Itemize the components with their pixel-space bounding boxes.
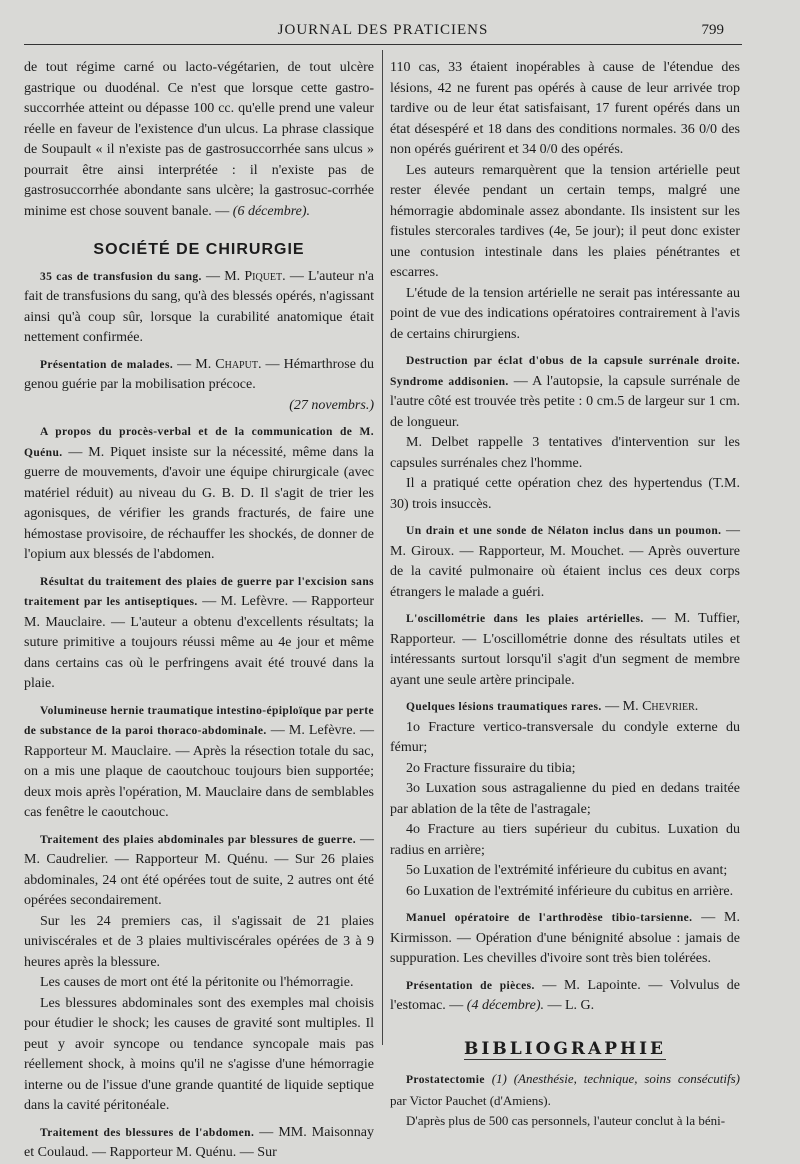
list-item: 3o Luxation sous astragalienne du pied en dedans traitée par ablation de la tête de l'astragale; xyxy=(390,781,740,817)
intro-text: de tout régime carné ou lacto-végétarien, de tout ulcère gastrique ou duodénal. Ce n'est que lorsque cette gastro-succorrhée atteint ou dépasse 100 cc. qu'elle prend une valeur réelle en faveur de l'existence d'un ulcus. La phrase classique de Soupault « il n'existe pas de gastrosuccorrhée sans ulcus » pourrait être ainsi interprétée : il n'existe pas de gastrosuccorrhée abondante sans ulcère; la gastrosuc-corrhée minime est chose souvent banale. — xyxy=(24,60,374,219)
entry-text: — M. Lefèvre. — Rapporteur M. Mauclaire. — L'auteur a obtenu d'excellents résultats; la suture primitive a toujours réussi même au 4e jour et même dans certains cas où le perfringens avait été trouvé dans la plaie. xyxy=(24,594,375,691)
right-column xyxy=(390,58,740,1132)
entry-transfusion xyxy=(24,267,374,349)
paragraph: Les auteurs remarquèrent que la tension artérielle peut rester élevée pendant un certain temps, malgré une hémorragie abdominale assez abondante. Ils insistent sur les fistules stercorales tardives (4e, 5e jour); il peut donc exister une contusion intestinale dans les plaies pénétrantes et escarres. xyxy=(390,162,740,280)
entry-plaies-abdominales xyxy=(24,830,374,912)
entry-note: (1) (Anesthésie, technique, soins consécutifs) xyxy=(491,1071,741,1086)
list-item: 5o Luxation de l'extrémité inférieure du cubitus en avant; xyxy=(406,863,728,878)
list-item: 6o Luxation de l'extrémité inférieure du cubitus en arrière. xyxy=(406,883,734,899)
entry-heading: Prostatectomie xyxy=(406,1074,485,1086)
entry-heading: Présentation de pièces. xyxy=(406,979,535,992)
paragraph: Les blessures abdominales sont des exemples mal choisis pour étudier le shock; les causes de gravité sont multiples. Il peut y avoir syncope ou tendance syncopale mais pas réellement shock, à moins qu'il ne s'agisse d'une hémorragie interne ou de l'issue d'une grande quantité de liquide septique dans la cavité péritonéale. xyxy=(24,995,374,1113)
paragraph: Sur les 24 premiers cas, il s'agissait de 21 plaies univiscérales et de 3 plaies multiviscérales opérées de 3 à 9 heures après la blessure. xyxy=(24,913,374,970)
entry-author: par Victor Pauchet (d'Amiens). xyxy=(390,1092,551,1108)
intro-date: (6 décembre). xyxy=(232,203,311,219)
paragraph: Il a pratiqué cette opération chez des hypertendus (T.M. 30) trois insuccès. xyxy=(390,476,740,512)
entry-text: — A l'autopsie, la capsule surrénale de l'autre côté est trouvée très petite : 0 cm.5 de largeur sur 1 cm. de longueur. xyxy=(390,373,740,430)
list-item: 4o Fracture au tiers supérieur du cubitus. Luxation du radius en arrière; xyxy=(390,822,740,858)
entry-blessures-abdomen xyxy=(24,1123,374,1164)
bibliography-title xyxy=(390,1039,740,1060)
entry-hernie xyxy=(24,701,374,824)
entry-author: — M. Chaput. xyxy=(177,356,262,372)
entry-date: (27 novembrs.) xyxy=(289,397,374,413)
paragraph: D'après plus de 500 cas personnels, l'auteur conclut à la béni- xyxy=(406,1113,726,1128)
entry-heading: Manuel opératoire de l'arthrodèse tibio-tarsienne. xyxy=(406,912,693,924)
entry-text: — L'auteur n'a fait de transfusions du sang, qu'à des blessés opérés, n'agissant ainsi qu'à coup sûr, lorsque la curabilité anatomique était nettement confirmée. xyxy=(24,268,375,345)
entry-heading: L'oscillométrie dans les plaies artérielles. xyxy=(406,613,644,625)
entry-text: — M. Lapointe. — Volvulus de l'estomac. — xyxy=(390,977,740,1013)
entry-text: — M. Kirmisson. — Opération d'une bénignité absolue : jamais de suppuration. Les chevilles d'ivoire sont très bien tolérées. xyxy=(390,910,741,966)
list-item: 2o Fracture fissuraire du tibia; xyxy=(406,760,576,776)
entry-author: — M. Chevrier. xyxy=(605,699,699,714)
entry-heading: A propos du procès-verbal et de la communication de M. Quénu. xyxy=(24,426,374,459)
left-column xyxy=(24,58,374,1164)
entry-drain-sonde xyxy=(390,521,740,603)
entry-heading: Présentation de malades. xyxy=(40,358,174,371)
entry-prostatectomie xyxy=(390,1069,740,1111)
entry-text: — MM. Maisonnay et Coulaud. — Rapporteur M. Quénu. — Sur xyxy=(24,1124,374,1160)
entry-oscillometrie xyxy=(390,609,740,691)
column-divider xyxy=(382,50,383,1045)
entry-heading: Un drain et une sonde de Nélaton inclus dans un poumon. xyxy=(406,525,722,537)
entry-lesions-rares xyxy=(390,697,740,718)
entry-heading: Quelques lésions traumatiques rares. xyxy=(406,701,602,713)
entry-presentation-pieces xyxy=(390,976,740,1017)
journal-title: JOURNAL DES PRATICIENS xyxy=(277,22,489,38)
entry-proces-verbal xyxy=(24,422,374,566)
entry-text: — M. Tuffier, Rapporteur. — L'oscillométrie donne des résultats utiles et intéressants surtout lorsqu'il s'agit d'un segment de membre ayant une seule artère principale. xyxy=(390,611,740,688)
entry-date: (4 décembre). xyxy=(466,998,544,1013)
paragraph: Les causes de mort ont été la péritonite ou l'hémorragie. xyxy=(40,975,354,990)
entry-heading: Volumineuse hernie traumatique intestino-épiploïque par perte de substance de la paroi thoraco-abdominale. xyxy=(24,704,374,737)
intro-paragraph xyxy=(24,58,374,222)
paragraph: L'étude de la tension artérielle ne serait pas intéressante au point de vue des indications opératoires contrairement à l'avis de certains chirurgiens. xyxy=(390,285,740,342)
running-header xyxy=(24,22,742,45)
list-item: 1o Fracture vertico-transversale du condyle externe du fémur; xyxy=(390,719,740,755)
entry-text: — Hémarthrose du genou guérie par la mobilisation précoce. xyxy=(24,356,374,392)
entry-author: — M. Piquet. xyxy=(206,268,286,284)
entry-heading: Résultat du traitement des plaies de guerre par l'excision sans traitement par les antiseptiques. xyxy=(24,575,374,608)
bibliography-title-text: BIBLIOGRAPHIE xyxy=(464,1038,666,1059)
paragraph: 110 cas, 33 étaient inopérables à cause de l'étendue des lésions, 42 ne furent pas opérés à cause de leur arrivée trop tardive ou de leur état satisfaisant, 17 furent opérés dans un état désespéré et 18 dans des conditions normales. 36 0/0 des non opérés guérirent et 34 0/0 des opérés. xyxy=(390,60,740,157)
entry-signature: — L. G. xyxy=(547,998,595,1013)
entry-capsule-surrenale xyxy=(390,351,740,433)
page-number: 799 xyxy=(701,22,724,38)
section-title: SOCIÉTÉ DE CHIRURGIE xyxy=(93,241,305,258)
entry-arthrodese xyxy=(390,908,740,970)
entry-text: — M. Caudrelier. — Rapporteur M. Quénu. — Sur 26 plaies abdominales, 24 ont été opérées tout de suite, 2 autres ont été opérées secondairement. xyxy=(24,831,374,908)
entry-text: — M. Piquet insiste sur la nécessité, même dans la guerre de mouvements, d'avoir une équipe chirurgicale (avec matériel réduit) au niveau du G. B. D. Il s'agit de trier les agonisques, de vérifier les grands fracturés, de faire une hémostase provisoire, de réchauffer les shockés, de donner de l'opium aux blessés de l'abdomen. xyxy=(24,444,374,562)
entry-heading: Traitement des plaies abdominales par blessures de guerre. xyxy=(40,833,356,846)
entry-presentation-malades xyxy=(24,355,374,396)
paragraph: M. Delbet rappelle 3 tentatives d'intervention sur les capsules surrénales chez l'homme. xyxy=(390,435,740,471)
entry-heading: Destruction par éclat d'obus de la capsule surrénale droite. Syndrome addisonien. xyxy=(390,355,740,388)
entry-heading: Traitement des blessures de l'abdomen. xyxy=(40,1126,255,1139)
entry-text: — M. Giroux. — Rapporteur, M. Mouchet. — Après ouverture de la cavité pulmonaire où étaient inclus ces deux corps étrangers le malade a guéri. xyxy=(390,523,741,600)
entry-resultat-traitement xyxy=(24,572,374,695)
entry-text: — M. Lefèvre. — Rapporteur M. Mauclaire. — Après la résection totale du sac, on a mis une plaque de caoutchouc toujours bien supportée; deux mois après l'opération, M. Mauclaire dans de semblables cas fenêtre le caoutchouc. xyxy=(24,723,375,820)
entry-heading: 35 cas de transfusion du sang. xyxy=(40,270,202,283)
